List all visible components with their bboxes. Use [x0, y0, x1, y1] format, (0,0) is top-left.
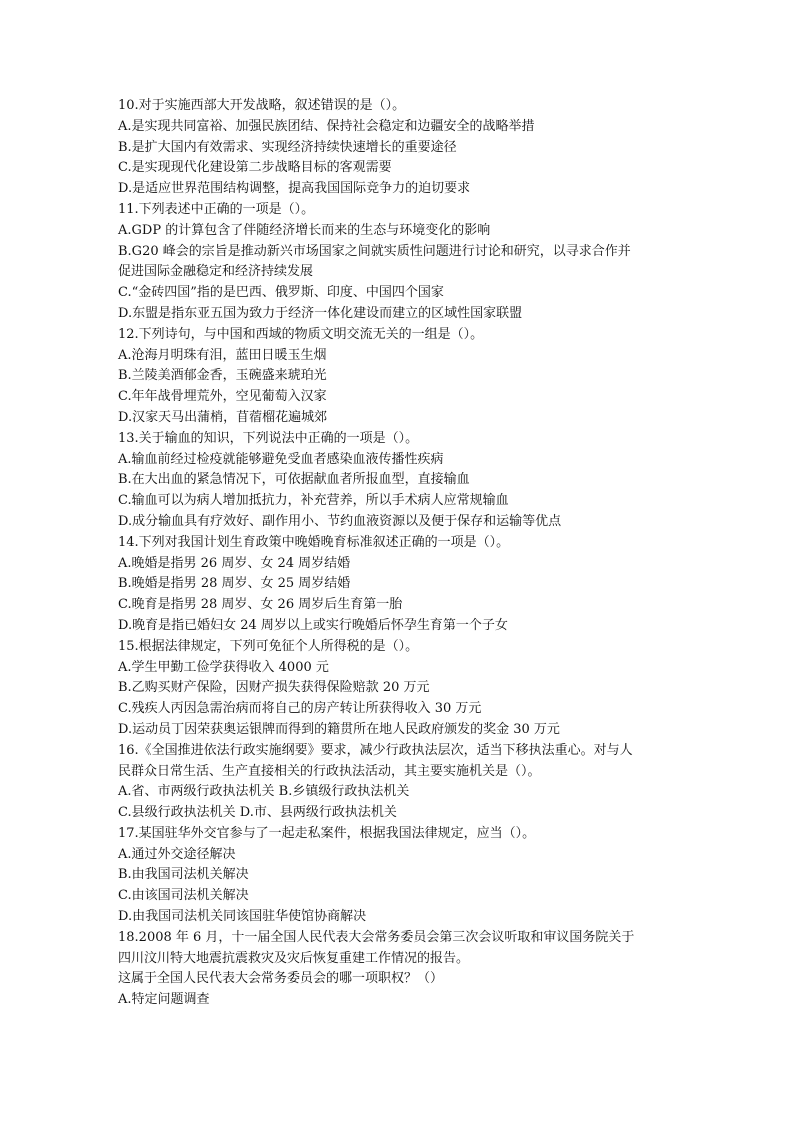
question-10-option-d: D.是适应世界范围结构调整，提高我国国际竞争力的迫切要求 — [118, 181, 471, 197]
question-12-option-b: B.兰陵美酒郁金香，玉碗盛来琥珀光 — [118, 368, 327, 384]
question-16-options-cd: C.县级行政执法机关 D.市、县两级行政执法机关 — [118, 805, 397, 821]
question-13-stem: 13.关于输血的知识，下列说法中正确的一项是（）。 — [118, 430, 419, 446]
question-11-option-b: B.G20 峰会的宗旨是推动新兴市场国家之间就实质性问题进行讨论和研究，以寻求合作并 — [118, 243, 631, 259]
question-16-stem-cont: 民群众日常生活、生产直接相关的行政执法活动，其主要实施机关是（）。 — [118, 763, 541, 779]
question-15-stem: 15.根据法律规定，下列可免征个人所得税的是（）。 — [118, 638, 419, 654]
question-16-options-ab: A.省、市两级行政执法机关 B.乡镇级行政执法机关 — [118, 784, 410, 800]
question-13-option-a: A.输血前经过检疫就能够避免受血者感染血液传播性疾病 — [118, 451, 444, 467]
question-15-option-a: A.学生甲勤工俭学获得收入 4000 元 — [118, 659, 329, 675]
question-11-option-b-cont: 促进国际金融稳定和经济持续发展 — [118, 264, 314, 280]
question-12-stem: 12.下列诗句，与中国和西域的物质文明交流无关的一组是（）。 — [118, 326, 484, 342]
question-18-stem-cont: 四川汶川特大地震抗震救灾及灾后恢复重建工作情况的报告。 — [118, 950, 470, 966]
question-15-option-c: C.残疾人丙因急需治病而将自己的房产转让所获得收入 30 万元 — [118, 701, 482, 717]
question-14-option-c: C.晚育是指男 28 周岁、女 26 周岁后生育第一胎 — [118, 597, 403, 613]
question-11-stem: 11.下列表述中正确的一项是（）。 — [118, 201, 315, 217]
question-16-stem: 16.《全国推进依法行政实施纲要》要求，减少行政执法层次，适当下移执法重心。对与人 — [118, 742, 633, 758]
question-13-option-d: D.成分输血具有疗效好、副作用小、节约血液资源以及便于保存和运输等优点 — [118, 513, 562, 529]
question-12-option-d: D.汉家天马出蒲梢，苜蓿榴花遍城郊 — [118, 409, 328, 425]
question-14-option-a: A.晚婚是指男 26 周岁、女 24 周岁结婚 — [118, 555, 351, 571]
question-14-stem: 14.下列对我国计划生育政策中晚婚晚育标准叙述正确的一项是（）。 — [118, 534, 510, 550]
question-18-stem: 18.2008 年 6 月，十一届全国人民代表大会常务委员会第三次会议听取和审议国务院关于 — [118, 929, 635, 945]
question-14-option-b: B.晚婚是指男 28 周岁、女 25 周岁结婚 — [118, 576, 351, 592]
question-17-option-a: A.通过外交途径解决 — [118, 846, 236, 862]
question-17-option-c: C.由该国司法机关解决 — [118, 888, 249, 904]
question-11-option-a: A.GDP 的计算包含了伴随经济增长而来的生态与环境变化的影响 — [118, 222, 491, 238]
document-page — [118, 96, 678, 1011]
question-17-option-d: D.由我国司法机关同该国驻华使馆协商解决 — [118, 909, 367, 925]
question-15-option-d: D.运动员丁因荣获奥运银牌而得到的籍贯所在地人民政府颁发的奖金 30 万元 — [118, 721, 560, 737]
question-11-option-d: D.东盟是指东亚五国为致力于经济一体化建设而建立的区域性国家联盟 — [118, 305, 523, 321]
question-10-option-b: B.是扩大国内有效需求、实现经济持续快速增长的重要途径 — [118, 139, 457, 155]
question-13-option-c: C.输血可以为病人增加抵抗力，补充营养，所以手术病人应常规输血 — [118, 493, 509, 509]
question-18-option-a: A.特定问题调查 — [118, 992, 210, 1008]
question-10-option-a: A.是实现共同富裕、加强民族团结、保持社会稳定和边疆安全的战略举措 — [118, 118, 535, 134]
question-15-option-b: B.乙购买财产保险，因财产损失获得保险赔款 20 万元 — [118, 680, 430, 696]
question-18-stem-question: 这属于全国人民代表大会常务委员会的哪一项职权？（） — [118, 971, 444, 987]
question-17-option-b: B.由我国司法机关解决 — [118, 867, 249, 883]
question-12-option-a: A.沧海月明珠有泪，蓝田日暖玉生烟 — [118, 347, 327, 363]
question-10-stem: 10.对于实施西部大开发战略，叙述错误的是（）。 — [118, 98, 406, 113]
question-12-option-c: C.年年战骨埋荒外，空见葡萄入汉家 — [118, 389, 327, 405]
question-13-option-b: B.在大出血的紧急情况下，可依据献血者所报血型，直接输血 — [118, 472, 470, 488]
question-17-stem: 17.某国驻华外交官参与了一起走私案件，根据我国法律规定，应当（）。 — [118, 825, 536, 841]
question-10-option-c: C.是实现现代化建设第二步战略目标的客观需要 — [118, 160, 392, 176]
question-11-option-c: C.“金砖四国”指的是巴西、俄罗斯、印度、中国四个国家 — [118, 285, 444, 301]
question-14-option-d: D.晚育是指已婚妇女 24 周岁以上或实行晚婚后怀孕生育第一个子女 — [118, 617, 508, 633]
